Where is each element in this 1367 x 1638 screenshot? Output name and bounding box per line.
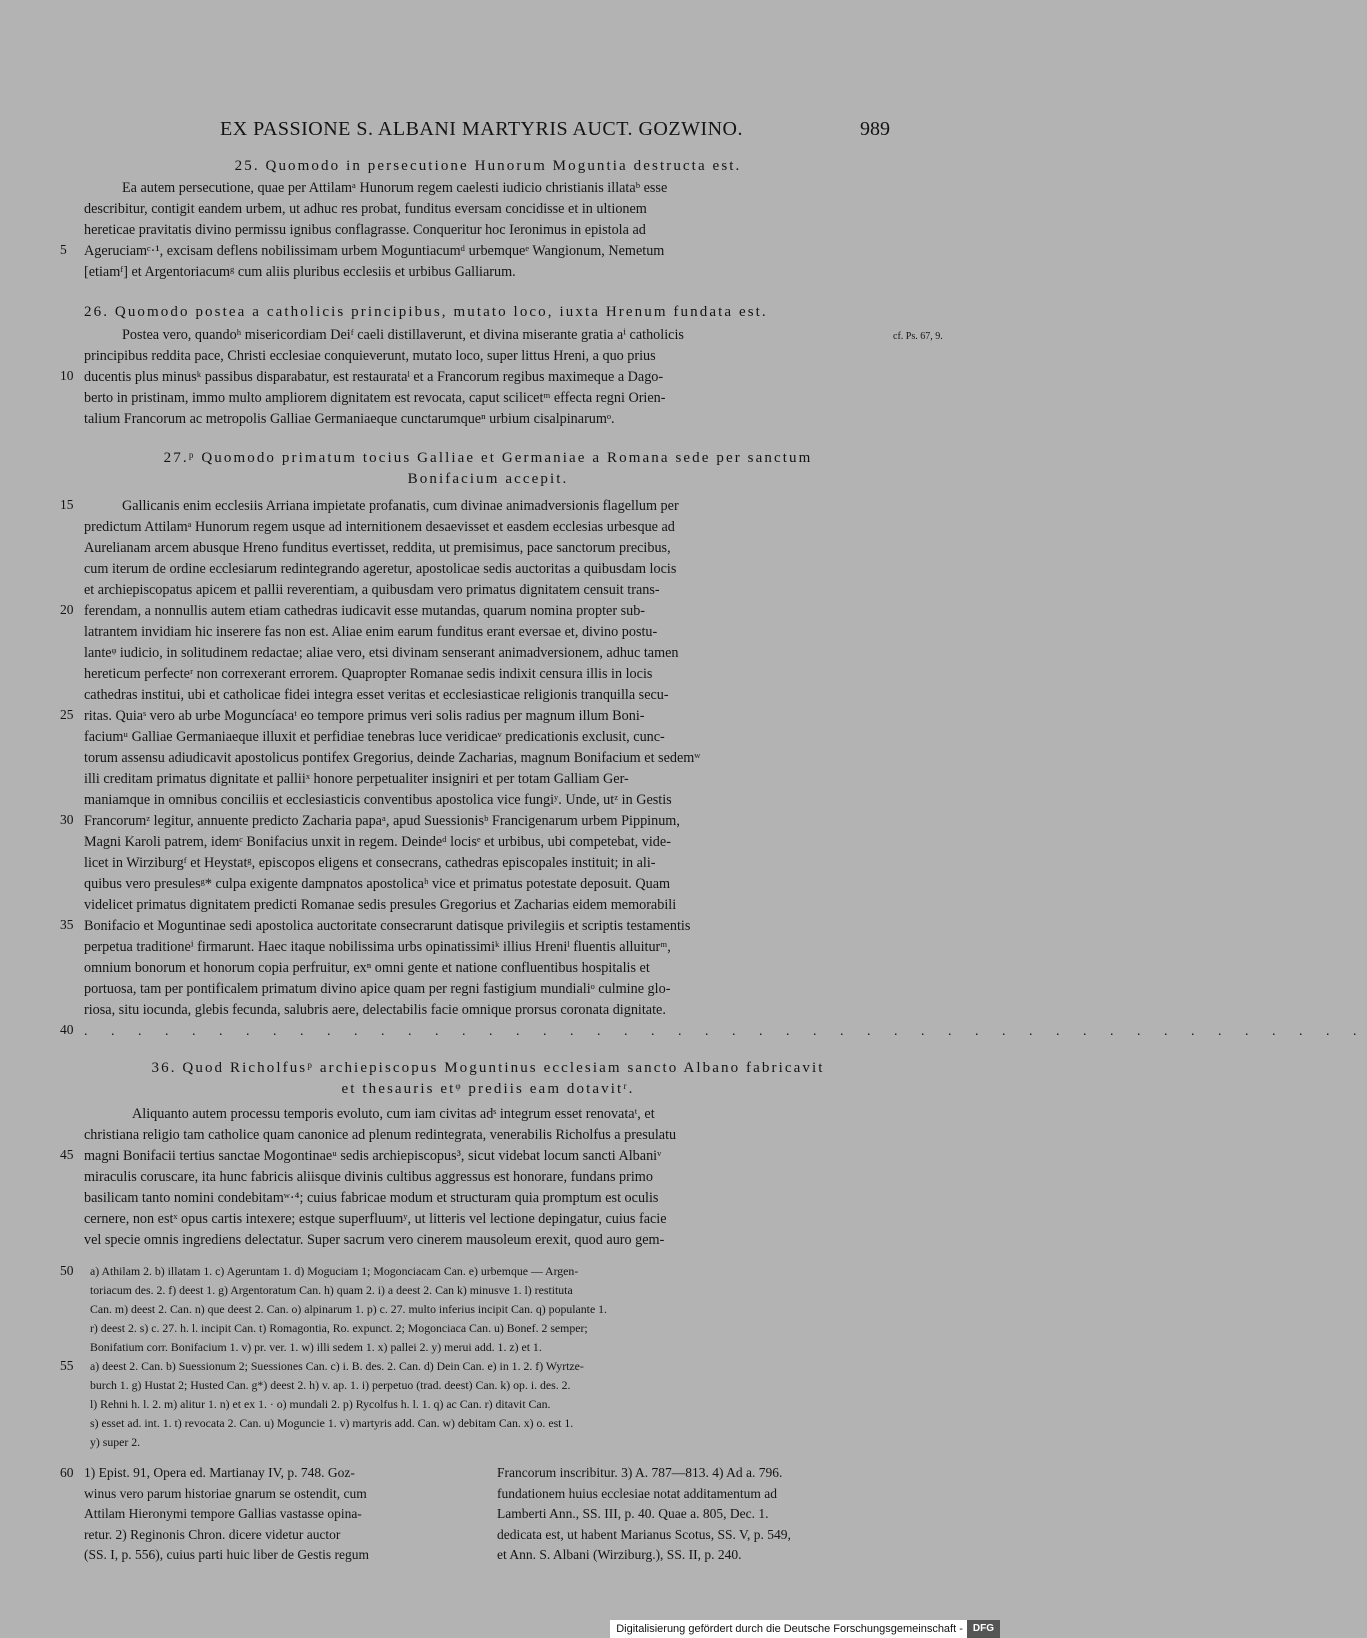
page-header	[150, 118, 890, 146]
page-number: 989	[860, 118, 890, 140]
text-line: Gallicanis enim ecclesiis Arriana impietate profanatis, cum divinae animadversionis flagellum per	[122, 498, 679, 514]
text-line: Francorumᶻ legitur, annuente predicto Zacharia papaᵃ, apud Suessionisᵇ Francigenarum urbem Pippinum,	[84, 813, 680, 829]
chapter-heading: 36. Quod Richolfusᵖ archiepiscopus Moguntinus ecclesiam sancto Albano fabricavit	[151, 1060, 825, 1076]
chapter-heading: 27.ᵖ Quomodo primatum tocius Galliae et Germaniae a Romana sede per sanctum	[163, 450, 813, 466]
footnote-line: Lamberti Ann., SS. III, p. 40. Quae a. 805, Dec. 1.	[497, 1506, 769, 1522]
text-line: Aliquanto autem processu temporis evoluto, cum iam civitas adˢ integrum esset renovataᵗ, et	[132, 1106, 655, 1122]
text-line: Magni Karoli patrem, idemᶜ Bonifacius unxit in regem. Deindeᵈ locisᵉ et urbibus, ubi competebat, vide-	[84, 834, 671, 850]
text-line: licet in Wirziburgᶠ et Heystatᵍ, episcopos eligens et consecrans, cathedras episcopales instituit; in ali-	[84, 855, 656, 871]
running-title: EX PASSIONE S. ALBANI MARTYRIS AUCT. GOZWINO.	[220, 118, 743, 140]
text-line: principibus reddita pace, Christi ecclesiae conquieverunt, mutato loco, super littus Hreni, a quo prius	[84, 348, 656, 364]
variant-note-line: a) deest 2. Can. b) Suessionum 2; Suessiones Can. c) i. B. des. 2. Can. d) Dein Can. e) in 1. 2. f) Wyrtze-	[90, 1359, 584, 1373]
variant-note-line: Can. m) deest 2. Can. n) que deest 2. Can. o) alpinarum 1. p) c. 27. multo inferius incipit Can. q) populante 1.	[90, 1302, 607, 1316]
line-number: 15	[60, 497, 74, 512]
line-number: 25	[60, 707, 74, 722]
text-line: berto in pristinam, immo multo ampliorem dignitatem est revocata, caput scilicetᵐ effecta regni Orien-	[84, 390, 666, 406]
text-line: cathedras institui, ubi et catholicae fidei integra esset veritas et ecclesiasticae religionis tranquilla secu-	[84, 687, 669, 703]
margin-reference: cf. Ps. 67, 9.	[893, 331, 943, 342]
text-line: talium Francorum ac metropolis Galliae Germaniaeque cunctarumqueⁿ urbium cisalpinarumᵒ.	[84, 411, 615, 427]
text-line: riosa, situ iocunda, glebis fecunda, salubris aere, delectabilis facie omnique prorsus coronata dignitate.	[84, 1002, 666, 1018]
footnote-line: winus vero parum historiae gnarum se ostendit, cum	[84, 1485, 367, 1501]
footnotes-right-column	[497, 1463, 897, 1566]
footnote-line: 1) Epist. 91, Opera ed. Martianay IV, p. 748. Goz-	[84, 1465, 355, 1480]
variant-note-line: burch 1. g) Hustat 2; Husted Can. g*) deest 2. h) v. ap. 1. i) perpetuo (trad. deest) Can. k) op. i. des. 2.	[90, 1378, 571, 1392]
text-line: ferendam, a nonnullis autem etiam cathedras iudicavit esse mutandas, quarum nomina propter sub-	[84, 603, 646, 619]
text-line: cum iterum de ordine ecclesiarum redintegrando ageretur, apostolicae sedis auctoritas a quibusdam locis	[84, 561, 677, 577]
omission-dots: . . . . . . . . . . . . . . . . . . . . . . . . . . . . . . . . . . . . . . . . . . . . . . . .	[84, 1024, 1367, 1039]
chapter-heading: et thesauris etᵠ prediis eam dotavitʳ.	[341, 1081, 635, 1097]
text-line: Ea autem persecutione, quae per Attilamᵃ Hunorum regem caelesti iudicio christianis illataᵇ esse	[122, 180, 668, 196]
variant-note-line: Bonifatium corr. Bonifacium 1. v) pr. ver. 1. w) illi sedem 1. x) pallei 2. y) merui add. 1. z) et 1.	[90, 1340, 542, 1354]
text-line: basilicam tanto nomini condebitamʷ·⁴; cuius fabricae modum et structuram quia promptum est oculis	[84, 1190, 659, 1206]
text-line: [etiamᶠ] et Argentoriacumᵍ cum aliis pluribus ecclesiis et urbibus Galliarum.	[84, 264, 516, 280]
text-line: et archiepiscopatus apicem et pallii reverentiam, a quibusdam vero primatus dignitatem censuit trans-	[84, 582, 660, 598]
text-line: lanteᵠ iudicio, in solitudinem redactae; aliae vero, etsi divinam senserant animadversionem, adhuc tamen	[84, 645, 679, 661]
footnote-line: Attilam Hieronymi tempore Gallias vastasse opina-	[84, 1506, 362, 1522]
footnote-line: Francorum inscribitur. 3) A. 787—813. 4) Ad a. 796.	[497, 1465, 783, 1480]
variant-note-line: r) deest 2. s) c. 27. h. l. incipit Can. t) Romagontia, Ro. expunct. 2; Mogonciaca Can. u) Bonef. 2 semper;	[90, 1321, 588, 1335]
chapter-heading: Bonifacium accepit.	[407, 471, 569, 487]
footnote-line: et Ann. S. Albani (Wirziburg.), SS. II, p. 240.	[497, 1547, 742, 1563]
chapter-heading: 25. Quomodo in persecutione Hunorum Moguntia destructa est.	[234, 158, 742, 174]
variant-note-line: toriacum des. 2. f) deest 1. g) Argentoratum Can. h) quam 2. i) a deest 2. Can k) minusve 1. l) restituta	[90, 1283, 573, 1297]
text-line: illi creditam primatus dignitate et palliiˣ honore perpetualiter insigniri et per totam Galliam Ger-	[84, 771, 629, 787]
text-line: Postea vero, quandoʰ misericordiam Deiᶠ caeli distillaverunt, et divina miserante gratia aⁱ catholicis	[122, 327, 684, 343]
text-line: magni Bonifacii tertius sanctae Mogontinaeᵘ sedis archiepiscopus³, sicut videbat locum sancti Albaniᵛ	[84, 1148, 662, 1164]
chapter-heading: 26. Quomodo postea a catholicis principibus, mutato loco, iuxta Hrenum fundata est.	[84, 304, 768, 320]
text-line: hereticae pravitatis divino permissu ignibus conflagrasse. Conqueritur hoc Ieronimus in epistola ad	[84, 222, 646, 238]
text-line: ducentis plus minusᵏ passibus disparabatur, est restaurataˡ et a Francorum regibus maximeque a Dago-	[84, 369, 664, 385]
text-line: torum assensu adiudicavit apostolicus pontifex Gregorius, deinde Zacharias, magnum Bonifacium et sedemʷ	[84, 750, 701, 766]
text-line: maniamque in omnibus conciliis et ecclesiasticis conventibus apostolica vice fungiʸ. Unde, utᶻ in Gestis	[84, 792, 672, 808]
text-line: portuosa, tam per pontificalem primatum divino apice quam per regni fastigium mundialiᵒ culmine glo-	[84, 981, 671, 997]
text-line: Bonifacio et Moguntinae sedi apostolica auctoritate consecrarunt datisque privilegiis et scriptis testamentis	[84, 918, 691, 934]
footnotes-left-column	[84, 1463, 484, 1566]
text-line: videlicet primatus dignitatem predicti Romanae sedis presules Gregorius et Zacharias eidem memorabili	[84, 897, 677, 913]
line-number: 40	[60, 1022, 74, 1037]
footnote-line: fundationem huius ecclesiae notat additamentum ad	[497, 1485, 778, 1501]
text-line: ritas. Quiaˢ vero ab urbe Moguncíacaᵗ eo tempore primus veri solis radius per magnum illum Boni-	[84, 708, 645, 724]
footer-text: Digitalisierung gefördert durch die Deutsche Forschungsgemeinschaft -	[616, 1623, 963, 1635]
variant-note-line: y) super 2.	[90, 1435, 141, 1449]
text-line: omnium bonorum et honorum copia perfruitur, exⁿ omni gente et natione confluentibus hospitalis et	[84, 960, 650, 976]
text-line: quibus vero presulesᵍ* culpa exigente dampnatos apostolicaʰ vice et primatus potestate deposuit. Quam	[84, 876, 671, 892]
text-line: latrantem invidiam hic inserere fas non est. Aliae enim earum funditus erant eversae et, divino postu-	[84, 624, 658, 640]
text-line: Ageruciamᶜ·¹, excisam deflens nobilissimam urbem Moguntiacumᵈ urbemqueᵉ Wangionum, Nemetum	[84, 243, 665, 259]
line-number: 10	[60, 368, 74, 383]
text-line: perpetua traditioneⁱ firmarunt. Haec itaque nobilissima urbs opinatissimiᵏ illius Hreniˡ fluentis alluiturᵐ,	[84, 939, 671, 955]
digitization-footer	[610, 1620, 1000, 1638]
line-number: 35	[60, 917, 74, 932]
line-number: 50	[60, 1263, 74, 1278]
line-number: 30	[60, 812, 74, 827]
footnote-line: dedicata est, ut habent Marianus Scotus, SS. V, p. 549,	[497, 1526, 791, 1542]
line-number: 55	[60, 1358, 74, 1373]
text-line: predictum Attilamᵃ Hunorum regem usque ad internitionem desaevisset et easdem ecclesias urbesque ad	[84, 519, 675, 535]
text-line: describitur, contigit eandem urbem, ut adhuc res probat, funditus eversam concidisse et in ultionem	[84, 201, 647, 217]
line-number: 45	[60, 1147, 74, 1162]
text-line: cernere, non estˣ opus cartis intexere; estque superfluumʸ, ut litteris vel lectione depingatur, cuius facie	[84, 1211, 667, 1227]
variant-note-line: l) Rehni h. l. 2. m) alitur 1. n) et ex 1. · o) mundali 2. p) Rycolfus h. l. 1. q) ac Can. r) ditavit Can.	[90, 1397, 551, 1411]
text-line: faciumᵘ Galliae Germaniaeque illuxit et perfidiae tenebras luce veridicaeᵛ predicationis exclusit, cunc-	[84, 729, 665, 745]
line-number: 60	[60, 1465, 74, 1480]
footnote-line: (SS. I, p. 556), cuius parti huic liber de Gestis regum	[84, 1547, 369, 1563]
dfg-logo: DFG	[967, 1620, 1000, 1638]
text-line: christiana religio tam catholice quam canonice ad plenum redintegrata, venerabilis Richolfus a presulatu	[84, 1127, 677, 1143]
line-number: 5	[60, 242, 67, 257]
text-line: hereticum perfecteʳ non correxerant errorem. Quapropter Romanae sedis indixit censura illis in locis	[84, 666, 653, 682]
footnote-line: retur. 2) Reginonis Chron. dicere videtur auctor	[84, 1526, 341, 1542]
text-line: vel specie omnis ingrediens delectatur. Super sacrum vero cinerem mausoleum erexit, quod auro gem-	[84, 1232, 665, 1248]
line-number: 20	[60, 602, 74, 617]
variant-note-line: s) esset ad. int. 1. t) revocata 2. Can. u) Moguncie 1. v) martyris add. Can. w) debitam Can. x) o. est 1.	[90, 1416, 574, 1430]
text-line: miraculis coruscare, ita hunc fabricis aliisque divinis cultibus aggressus est honorare, fundans primo	[84, 1169, 653, 1185]
variant-note-line: a) Athilam 2. b) illatam 1. c) Ageruntam 1. d) Moguciam 1; Mogonciacam Can. e) urbemque — Argen-	[90, 1264, 579, 1278]
text-line: Aurelianam arcem abusque Hreno funditus evertisset, reddita, ut premisimus, pace sanctorum precibus,	[84, 540, 671, 556]
